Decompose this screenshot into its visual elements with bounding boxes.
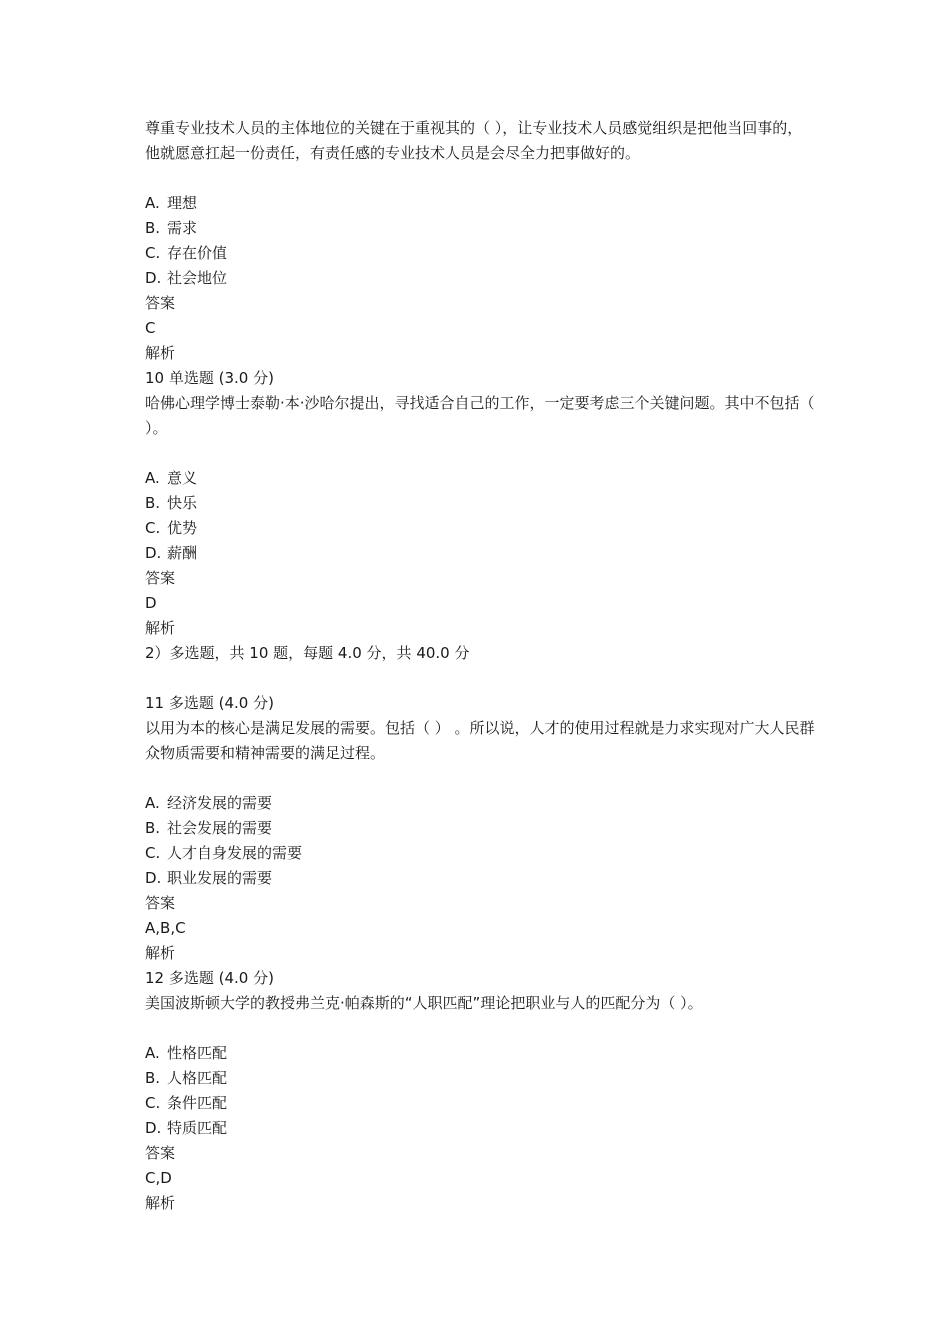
- question-stem: 美国波斯顿大学的教授弗兰克·帕森斯的“人职匹配”理论把职业与人的匹配分为（ ）。: [145, 994, 703, 1012]
- spacer: [145, 441, 815, 466]
- spacer: [145, 766, 815, 791]
- option-text: 需求: [167, 219, 198, 237]
- option-text: 人才自身发展的需要: [167, 844, 303, 862]
- answer-value: C,D: [145, 1169, 172, 1187]
- answer-value: D: [145, 594, 157, 612]
- answer-label: 答案: [145, 569, 176, 587]
- question-stem: 哈佛心理学博士泰勒·本·沙哈尔提出，寻找适合自己的工作，一定要考虑三个关键问题。其中不包括（ ）。: [145, 394, 815, 437]
- option-text: 性格匹配: [167, 1044, 228, 1062]
- question-9: [145, 116, 815, 366]
- answer-value: A,B,C: [145, 919, 186, 937]
- option-a: [145, 1041, 815, 1066]
- section-title: 2）多选题，共 10 题，每题 4.0 分，共 40.0 分: [145, 644, 470, 662]
- question-10: [145, 366, 815, 641]
- option-text: 社会地位: [167, 269, 228, 287]
- option-c: [145, 241, 815, 266]
- question-stem: 以用为本的核心是满足发展的需要。包括（ ） 。所以说，人才的使用过程就是力求实现对广大人民群众物质需要和精神需要的满足过程。: [145, 719, 815, 762]
- question-11: [145, 691, 815, 966]
- option-text: 经济发展的需要: [167, 794, 273, 812]
- option-c: [145, 841, 815, 866]
- option-text: 快乐: [167, 494, 198, 512]
- option-text: 理想: [167, 194, 198, 212]
- question-header: 11 多选题 (4.0 分): [145, 694, 274, 712]
- option-letter: B.: [145, 1069, 161, 1087]
- option-a: [145, 191, 815, 216]
- option-text: 特质匹配: [167, 1119, 228, 1137]
- analysis-label: 解析: [145, 344, 176, 362]
- answer-value: C: [145, 319, 156, 337]
- option-text: 优势: [167, 519, 198, 537]
- option-b: [145, 1066, 815, 1091]
- option-text: 人格匹配: [167, 1069, 228, 1087]
- option-c: [145, 1091, 815, 1116]
- option-d: [145, 866, 815, 891]
- analysis-label: 解析: [145, 944, 176, 962]
- option-b: [145, 216, 815, 241]
- option-text: 社会发展的需要: [167, 819, 273, 837]
- option-letter: D.: [145, 544, 162, 562]
- option-a: [145, 791, 815, 816]
- spacer: [145, 1016, 815, 1041]
- option-text: 存在价值: [167, 244, 228, 262]
- option-text: 意义: [167, 469, 198, 487]
- option-a: [145, 466, 815, 491]
- option-letter: A.: [145, 194, 160, 212]
- option-letter: B.: [145, 494, 161, 512]
- document-page: [145, 116, 815, 1216]
- analysis-label: 解析: [145, 619, 176, 637]
- option-letter: A.: [145, 469, 160, 487]
- option-d: [145, 266, 815, 291]
- option-c: [145, 516, 815, 541]
- option-letter: C.: [145, 1094, 161, 1112]
- spacer: [145, 666, 815, 691]
- option-letter: D.: [145, 869, 162, 887]
- option-letter: B.: [145, 219, 161, 237]
- option-letter: D.: [145, 1119, 162, 1137]
- option-letter: C.: [145, 519, 161, 537]
- option-text: 薪酬: [167, 544, 198, 562]
- question-stem: 尊重专业技术人员的主体地位的关键在于重视其的（ ），让专业技术人员感觉组织是把他当回事的，他就愿意扛起一份责任，有责任感的专业技术人员是会尽全力把事做好的。: [145, 119, 803, 162]
- option-text: 职业发展的需要: [167, 869, 273, 887]
- answer-label: 答案: [145, 294, 176, 312]
- option-letter: C.: [145, 844, 161, 862]
- option-letter: B.: [145, 819, 161, 837]
- option-b: [145, 816, 815, 841]
- option-text: 条件匹配: [167, 1094, 228, 1112]
- option-letter: D.: [145, 269, 162, 287]
- option-letter: A.: [145, 1044, 160, 1062]
- option-d: [145, 541, 815, 566]
- answer-label: 答案: [145, 1144, 176, 1162]
- question-12: [145, 966, 815, 1216]
- answer-label: 答案: [145, 894, 176, 912]
- spacer: [145, 166, 815, 191]
- option-letter: A.: [145, 794, 160, 812]
- option-b: [145, 491, 815, 516]
- question-header: 10 单选题 (3.0 分): [145, 369, 274, 387]
- option-letter: C.: [145, 244, 161, 262]
- option-d: [145, 1116, 815, 1141]
- question-header: 12 多选题 (4.0 分): [145, 969, 274, 987]
- analysis-label: 解析: [145, 1194, 176, 1212]
